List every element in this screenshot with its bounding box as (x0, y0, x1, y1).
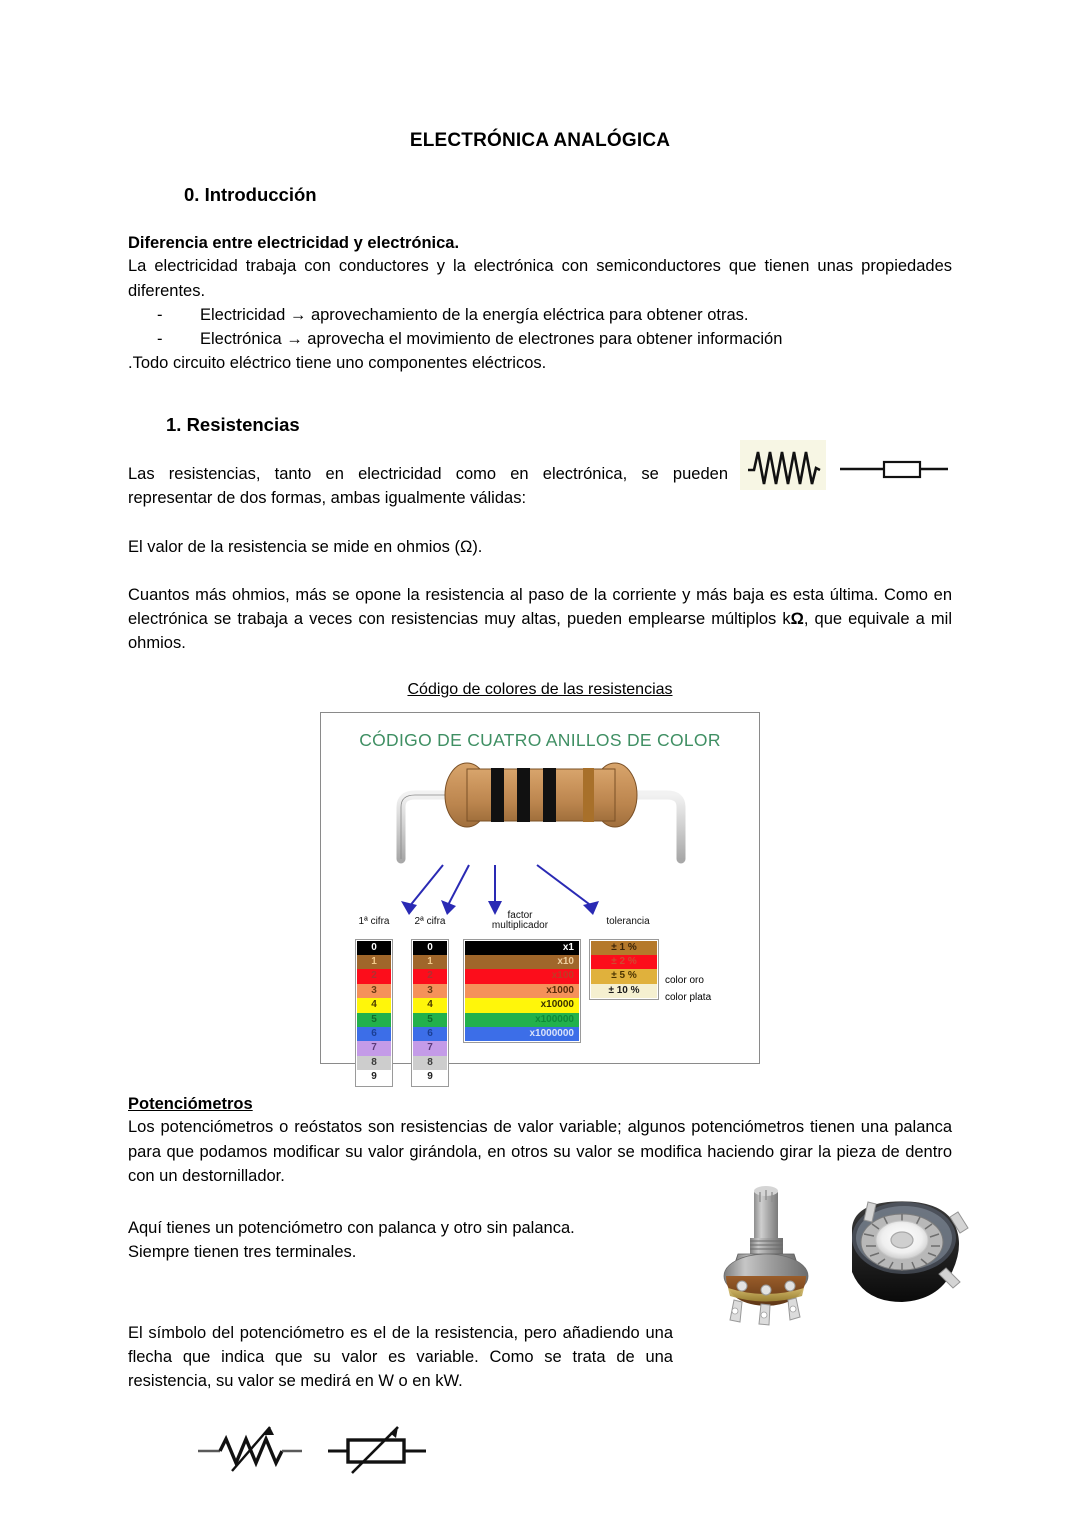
potenciometros-paragraph-1: Los potenciómetros o reóstatos son resistencias de valor variable; algunos potenciómetros tienen una palanca para que podamos modificar su valor girándola, en otros su valor se modifica haciendo girar la pieza de dentro con un destornillador. (128, 1118, 952, 1185)
intro-paragraph: La electricidad trabaja con conductores y la electrónica con semiconductores que tienen unas propiedades diferentes. (128, 257, 952, 300)
first-digit-swatch-6: 6 (357, 1027, 391, 1041)
first-digit-swatch-7: 7 (357, 1041, 391, 1055)
first-digit-swatch-4: 4 (357, 998, 391, 1012)
label-multiplier (461, 911, 579, 932)
tolerance-swatch-2: ± 5 % (591, 969, 657, 983)
tolerance-swatch-3: ± 10 % (591, 984, 657, 998)
multiplier-swatch-6: x1000000 (465, 1027, 579, 1041)
tolerance-swatch-1: ± 2 % (591, 955, 657, 969)
multiplier-swatch-5: x100000 (465, 1013, 579, 1027)
potenciometros-paragraph-2-line1: Aquí tienes un potenciómetro con palanca y otro sin palanca. (128, 1219, 575, 1238)
second-digit-swatch-0: 0 (413, 941, 447, 955)
color-code-figure (320, 712, 760, 1083)
second-digit-swatch-5: 5 (413, 1013, 447, 1027)
shaft-potentiometer-photo (724, 1186, 808, 1325)
second-digit-swatch-2: 2 (413, 969, 447, 983)
label-multiplier-line1: factor (507, 909, 533, 921)
second-digit-swatch-8: 8 (413, 1056, 447, 1070)
subheading-potenciometros: Potenciómetros (128, 1094, 253, 1113)
intro-closing-line: .Todo circuito eléctrico tiene uno componentes eléctricos. (128, 354, 547, 373)
subheading-diferencia: Diferencia entre electricidad y electrónica. (128, 233, 460, 252)
multiplier-swatch-0: x1 (465, 941, 579, 955)
list-item (128, 303, 952, 327)
multiplier-swatch-column (463, 939, 581, 1044)
second-digit-swatch-6: 6 (413, 1027, 447, 1041)
label-first-digit: 1ª cifra (358, 915, 390, 927)
resistencias-paragraph-3-part-c: , que equivale a mil ohmios. (128, 610, 952, 653)
tolerance-name-labels (665, 941, 711, 1006)
first-digit-swatch-8: 8 (357, 1056, 391, 1070)
trimmer-potentiometer-photo (852, 1201, 968, 1302)
second-digit-swatch-1: 1 (413, 955, 447, 969)
tolerance-name-0 (665, 941, 711, 957)
multiplier-swatch-3: x1000 (465, 984, 579, 998)
dash-marker: - (157, 305, 163, 324)
variable-resistor-box-symbol (328, 1427, 426, 1473)
potentiometer-symbols (190, 1411, 450, 1485)
list-item-label: Electrónica → aprovecha el movimiento de electrones para obtener información (200, 330, 783, 349)
tolerance-swatch-column (589, 939, 659, 1001)
potenciometros-paragraph-2-line2: Siempre tienen tres terminales. (128, 1243, 357, 1262)
figure-title: CÓDIGO DE CUATRO ANILLOS DE COLOR (359, 729, 721, 750)
second-digit-swatch-3: 3 (413, 984, 447, 998)
tolerance-name-3: color plata (665, 991, 712, 1003)
resistor-illustration (371, 759, 711, 879)
first-digit-swatch-2: 2 (357, 969, 391, 983)
tolerance-name-2: color oro (665, 975, 704, 987)
zigzag-resistor-symbol (748, 452, 820, 484)
potentiometer-photos (706, 1176, 986, 1326)
first-digit-swatch-1: 1 (357, 955, 391, 969)
ohm-symbol: Ω (790, 610, 804, 629)
multiplier-swatch-4: x10000 (465, 998, 579, 1012)
resistencias-paragraph-3-part-a: Cuantos más ohmios, más se opone la resistencia al paso de la corriente y más baja es esta última. Como en electrónica se trabaja a veces con resistencias muy altas, pueden emplearse múltiplos k (128, 585, 952, 629)
label-second-digit: 2ª cifra (414, 915, 446, 927)
first-digit-swatch-column (355, 939, 393, 1087)
first-digit-swatch-0: 0 (357, 941, 391, 955)
heading-resistencias: 1. Resistencias (166, 413, 300, 435)
box-resistor-symbol (840, 462, 948, 477)
label-multiplier-line2: multiplicador (491, 920, 549, 932)
variable-resistor-zigzag-symbol (198, 1427, 302, 1471)
first-digit-swatch-9: 9 (357, 1070, 391, 1084)
figure-column-labels (321, 909, 759, 937)
resistencias-paragraph-1: Las resistencias, tanto en electricidad como en electrónica, se pueden representar de dos formas, ambas igualmente válidas: (128, 465, 728, 508)
resistor-symbols (740, 440, 952, 492)
dash-marker: - (157, 330, 163, 349)
multiplier-swatch-2: x100 (465, 969, 579, 983)
tolerance-name-1 (665, 957, 711, 973)
list-item-label: Electricidad → aprovechamiento de la energía eléctrica para obtener otras. (200, 305, 749, 324)
intro-bullet-list (128, 303, 952, 352)
resistor-symbol-row (740, 440, 952, 492)
figure-caption: Código de colores de las resistencias (407, 680, 673, 698)
resistencias-paragraph-3 (128, 583, 952, 656)
label-tolerance: tolerancia (606, 915, 650, 927)
first-digit-swatch-5: 5 (357, 1013, 391, 1027)
potenciometros-paragraph-3: El símbolo del potenciómetro es el de la resistencia, pero añadiendo una flecha que indica que su valor es variable. Como se trata de una resistencia, su valor se medirá en W o en kW. (128, 1323, 673, 1391)
second-digit-swatch-4: 4 (413, 998, 447, 1012)
second-digit-swatch-column (411, 939, 449, 1087)
multiplier-swatch-1: x10 (465, 955, 579, 969)
first-digit-swatch-3: 3 (357, 984, 391, 998)
heading-introduccion: 0. Introducción (184, 184, 317, 205)
second-digit-swatch-7: 7 (413, 1041, 447, 1055)
list-item (128, 327, 952, 351)
second-digit-swatch-9: 9 (413, 1070, 447, 1084)
tolerance-swatch-0: ± 1 % (591, 941, 657, 955)
resistencias-paragraph-2: El valor de la resistencia se mide en ohmios (Ω). (128, 537, 483, 556)
page-title: ELECTRÓNICA ANALÓGICA (409, 130, 671, 151)
